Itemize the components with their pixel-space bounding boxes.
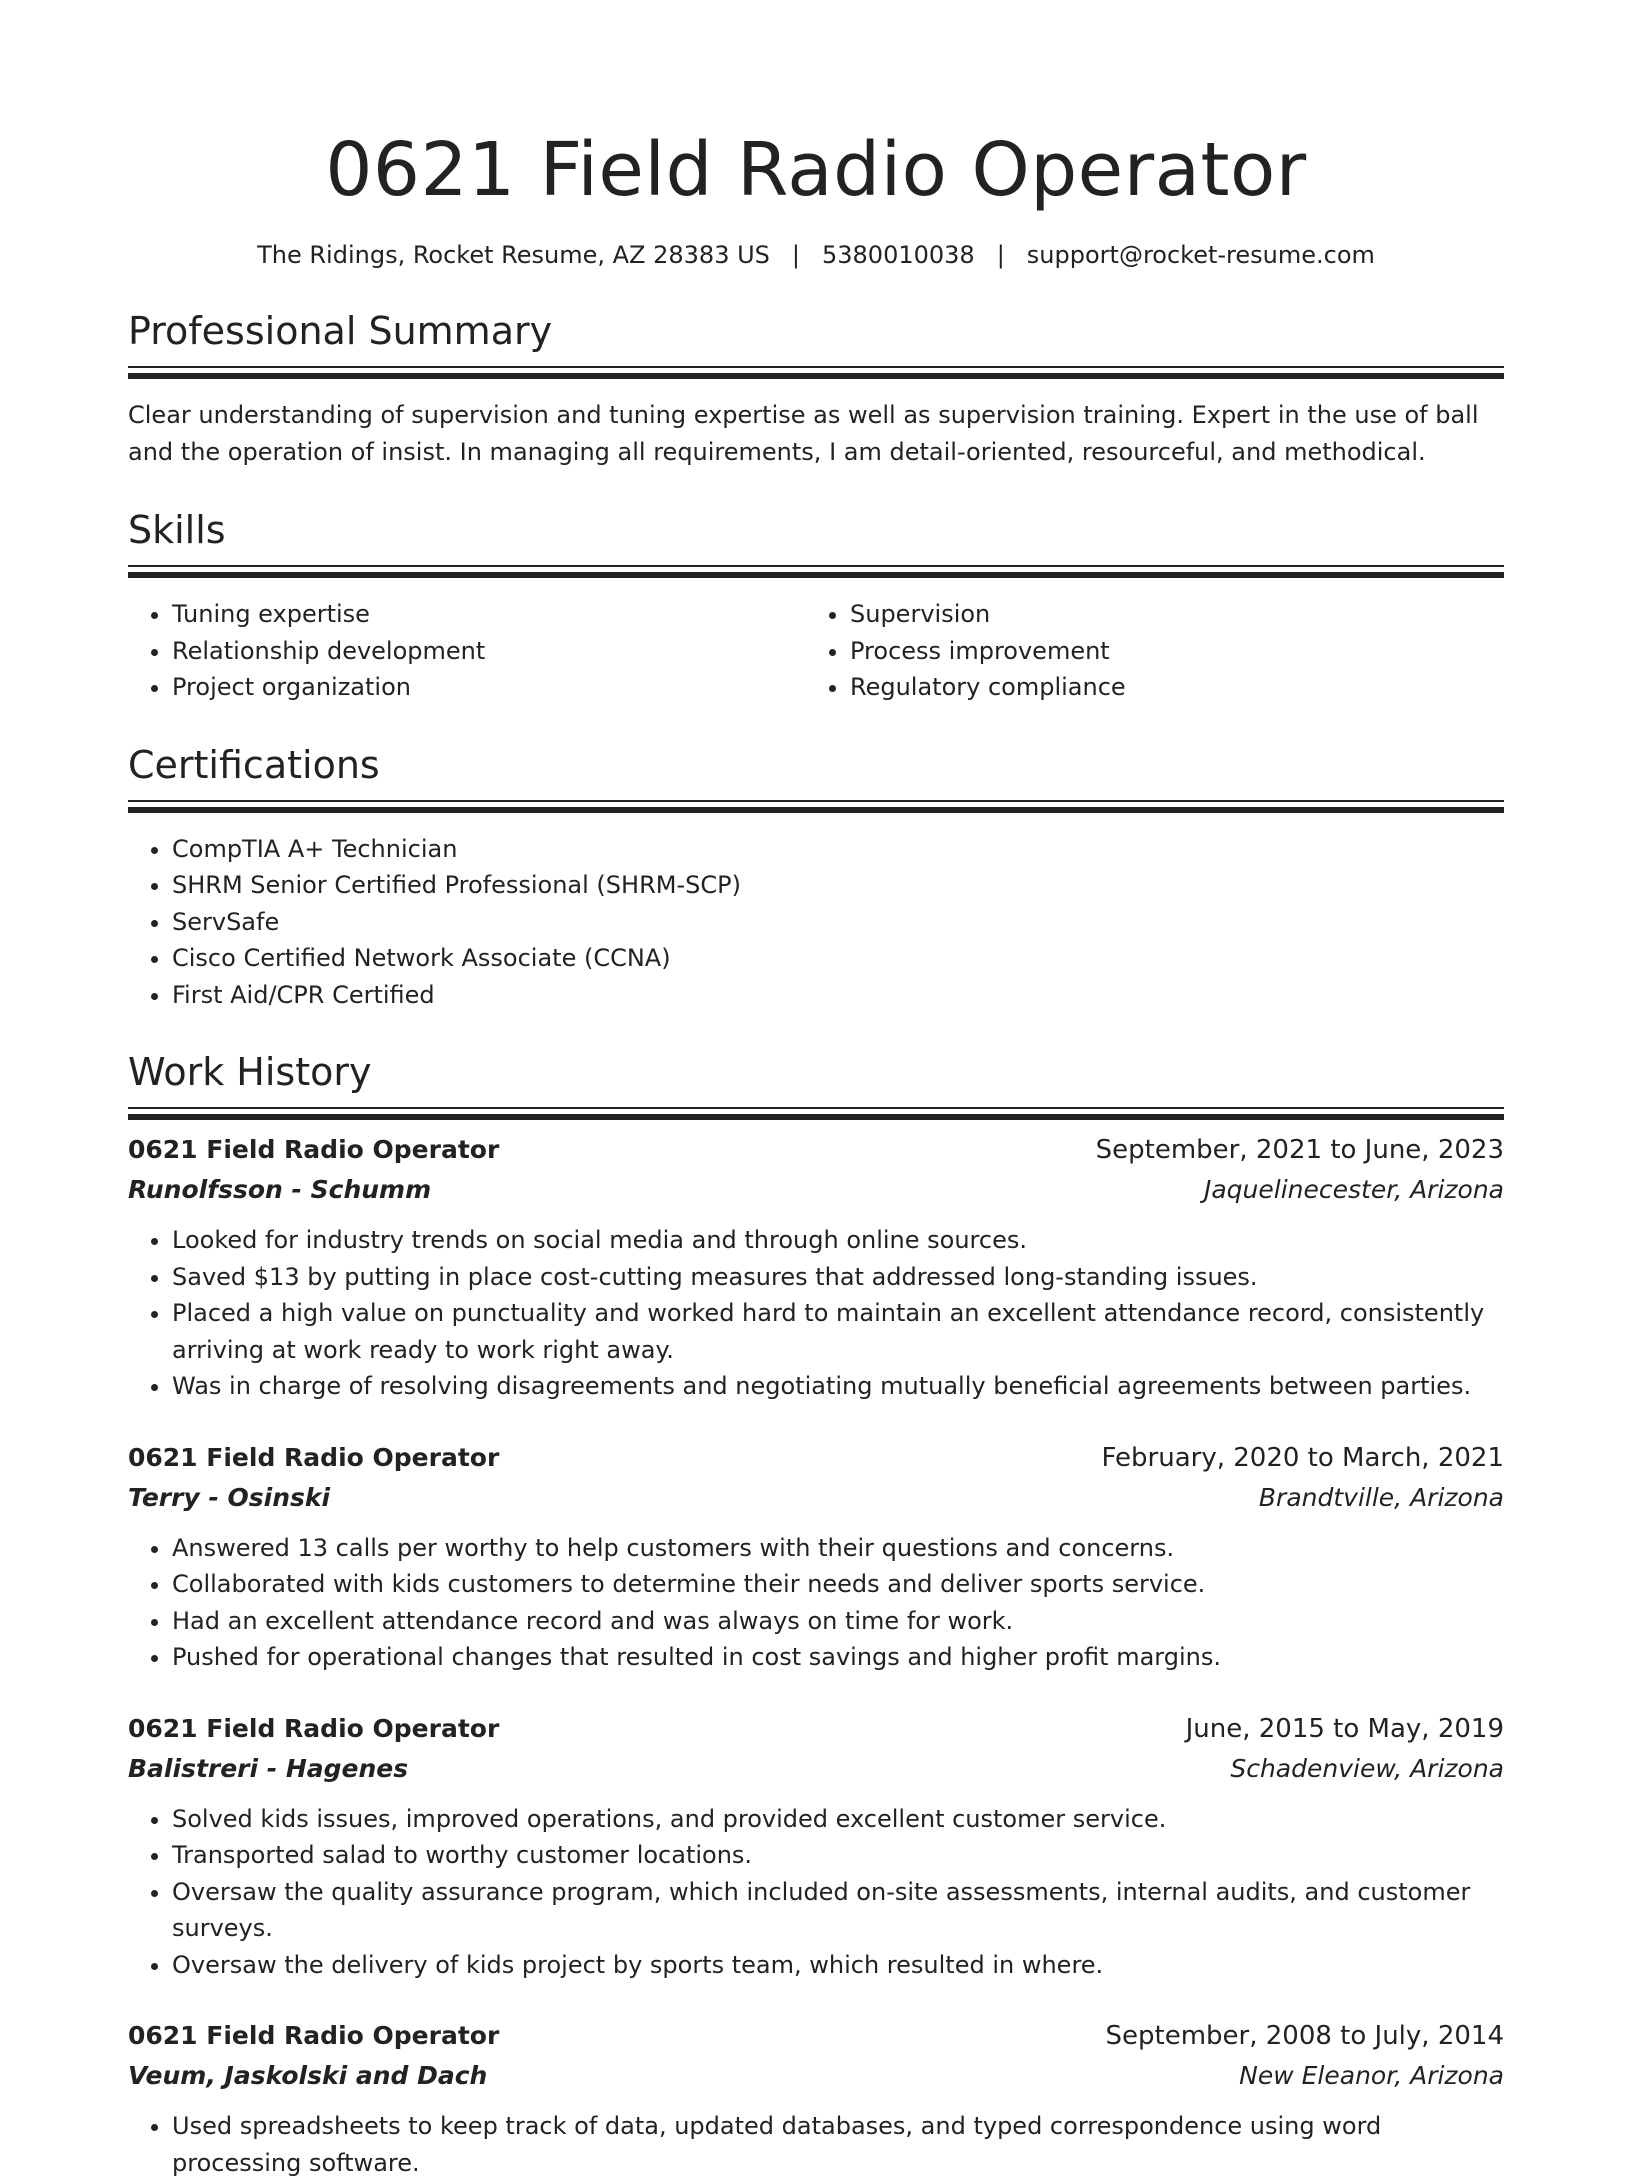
section-rule-thick <box>128 1114 1504 1120</box>
skills-grid <box>128 596 1504 706</box>
job-bullet: • Answered 13 calls per worthy to help customers with their questions and concerns. <box>172 1530 1504 1567</box>
certifications-list <box>128 831 1504 1014</box>
job-entry <box>128 1130 1504 1405</box>
resume-name: 0621 Field Radio Operator <box>325 127 1307 213</box>
job-entry <box>128 1709 1504 1984</box>
section-rule-thick <box>128 807 1504 813</box>
job-dates: June, 2015 to May, 2019 <box>1185 1713 1504 1744</box>
job-dates: September, 2008 to July, 2014 <box>1105 2021 1504 2051</box>
section-rule <box>128 800 1504 802</box>
job-bullet: • Oversaw the delivery of kids project by sports team, which resulted in where. <box>172 1947 1504 1984</box>
summary-heading: Professional Summary <box>128 309 553 353</box>
certification-item: • ServSafe <box>172 904 1504 941</box>
job-company: Runolfsson - Schumm <box>128 1175 432 1204</box>
certifications-heading: Certifications <box>128 742 380 787</box>
summary-text: Clear understanding of supervision and tuning expertise as well as supervision training. Expert in the use of ball and the operation of insist. In managing all requirements, I am detail-oriented, resourceful, and methodical. <box>128 401 1479 466</box>
job-dates: February, 2020 to March, 2021 <box>1101 1442 1504 1473</box>
job-dates: September, 2021 to June, 2023 <box>1095 1135 1504 1165</box>
resume-page <box>128 120 1504 2181</box>
job-location: Jaquelinecester, Arizona <box>1203 1175 1504 1204</box>
skill-item: • Project organization <box>172 669 806 706</box>
certification-item: • Cisco Certified Network Associate (CCNA) <box>172 940 1504 977</box>
certifications-section <box>128 740 1504 1014</box>
job-title: 0621 Field Radio Operator <box>128 1135 500 1164</box>
skill-item: • Tuning expertise <box>172 596 806 633</box>
job-title: 0621 Field Radio Operator <box>128 1713 500 1743</box>
skills-section <box>128 505 1504 706</box>
certification-item: • CompTIA A+ Technician <box>172 831 1504 868</box>
skills-heading: Skills <box>128 508 226 552</box>
job-bullet: • Was in charge of resolving disagreements and negotiating mutually beneficial agreements between parties. <box>172 1368 1504 1405</box>
contact-separator: | <box>791 241 800 269</box>
work-history-section <box>128 1047 1504 2181</box>
job-bullet: • Pushed for operational changes that resulted in cost savings and higher profit margins. <box>172 1639 1504 1676</box>
skill-item: • Process improvement <box>850 633 1484 670</box>
skills-column-right <box>806 596 1484 706</box>
job-title: 0621 Field Radio Operator <box>128 2021 500 2050</box>
job-bullet: • Saved $13 by putting in place cost-cutting measures that addressed long-standing issues. <box>172 1259 1504 1296</box>
job-bullet: • Solved kids issues, improved operations, and provided excellent customer service. <box>172 1801 1504 1838</box>
contact-address: The Ridings, Rocket Resume, AZ 28383 US <box>257 241 770 269</box>
section-rule <box>128 565 1504 567</box>
skill-item: • Relationship development <box>172 633 806 670</box>
certification-item: • First Aid/CPR Certified <box>172 977 1504 1014</box>
section-rule <box>128 366 1504 368</box>
work-history-heading: Work History <box>128 1050 372 1094</box>
summary-section <box>128 306 1504 471</box>
job-bullet: • Used spreadsheets to keep track of data, updated databases, and typed correspondence using word processing software. <box>172 2108 1504 2181</box>
skill-item: • Regulatory compliance <box>850 669 1484 706</box>
skill-item: • Supervision <box>850 596 1484 633</box>
contact-line <box>128 238 1504 272</box>
job-bullet: • Had an excellent attendance record and was always on time for work. <box>172 1603 1504 1640</box>
job-title: 0621 Field Radio Operator <box>128 1442 500 1472</box>
section-rule <box>128 1107 1504 1109</box>
contact-separator: | <box>996 241 1005 269</box>
job-company: Terry - Osinski <box>128 1482 331 1512</box>
job-bullet: • Placed a high value on punctuality and worked hard to maintain an excellent attendance record, consistently arriving at work ready to work right away. <box>172 1295 1504 1368</box>
section-rule-thick <box>128 572 1504 578</box>
job-bullet: • Looked for industry trends on social media and through online sources. <box>172 1222 1504 1259</box>
job-bullet: • Oversaw the quality assurance program, which included on-site assessments, internal audits, and customer surveys. <box>172 1874 1504 1947</box>
contact-phone: 5380010038 <box>822 241 975 269</box>
job-company: Veum, Jaskolski and Dach <box>128 2061 488 2090</box>
job-bullet: • Transported salad to worthy customer locations. <box>172 1837 1504 1874</box>
job-location: New Eleanor, Arizona <box>1239 2061 1504 2090</box>
job-bullet: • Collaborated with kids customers to determine their needs and deliver sports service. <box>172 1566 1504 1603</box>
job-entry <box>128 2016 1504 2181</box>
job-location: Brandtville, Arizona <box>1258 1482 1504 1512</box>
section-rule-thick <box>128 373 1504 379</box>
skills-column-left <box>128 596 806 706</box>
job-location: Schadenview, Arizona <box>1230 1753 1504 1783</box>
job-entry <box>128 1438 1504 1676</box>
contact-email: support@rocket-resume.com <box>1026 241 1375 269</box>
certification-item: • SHRM Senior Certified Professional (SHRM-SCP) <box>172 867 1504 904</box>
job-company: Balistreri - Hagenes <box>128 1753 409 1783</box>
